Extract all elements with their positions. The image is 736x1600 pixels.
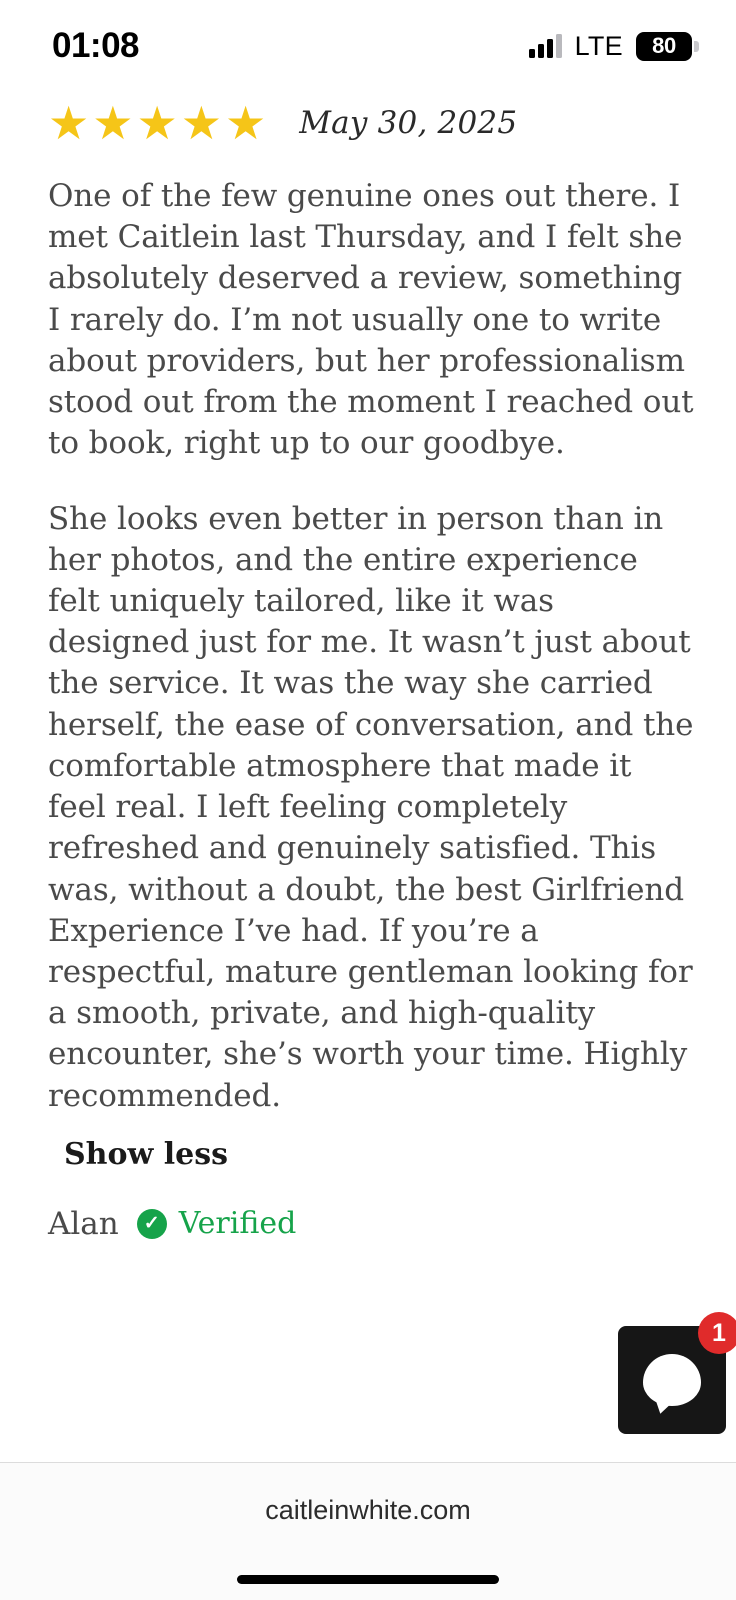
status-indicators <box>529 31 692 62</box>
review-author-row <box>48 1206 696 1242</box>
show-less-button[interactable]: Show less <box>64 1136 229 1172</box>
review-author-name: Alan <box>48 1205 119 1242</box>
check-circle-icon: ✓ <box>137 1209 167 1239</box>
review-body <box>48 176 696 1117</box>
home-indicator-area <box>0 1558 736 1600</box>
battery-icon <box>636 32 692 61</box>
chat-unread-badge: 1 <box>698 1312 736 1354</box>
home-indicator[interactable] <box>237 1575 499 1584</box>
url-text: caitleinwhite.com <box>265 1495 471 1525</box>
review-paragraph: One of the few genuine ones out there. I met Caitlein last Thursday, and I felt she absolutely deserved a review, something I rarely do. I’m not usually one to write about providers, but her professionalism stood out from the moment I reached out to book, right up to our goodbye. <box>48 178 694 462</box>
review-content <box>0 92 736 1462</box>
review-date: May 30, 2025 <box>299 105 518 141</box>
cellular-signal-icon <box>529 34 562 58</box>
chat-widget-button[interactable] <box>618 1318 726 1434</box>
status-time: 01:08 <box>52 26 140 65</box>
network-type-label: LTE <box>574 30 623 61</box>
status-bar <box>0 0 736 92</box>
browser-url-bar[interactable] <box>0 1462 736 1558</box>
star-rating-icon: ★★★★★ <box>48 97 270 149</box>
chat-bubble-icon <box>643 1354 701 1406</box>
review-paragraph: She looks even better in person than in her photos, and the entire experience felt uniquely tailored, like it was designed just for me. It wasn’t just about the service. It was the way she carried herself, the ease of conversation, and the comfortable atmosphere that made it feel real. I left feeling completely refreshed and genuinely satisfied. This was, without a doubt, the best Girlfriend Experience I’ve had. If you’re a respectful, mature gentleman looking for a smooth, private, and high-quality encounter, she’s worth your time. Highly recommended. <box>48 500 694 1114</box>
verified-label: Verified <box>178 1206 297 1242</box>
battery-level-label: 80 <box>652 33 676 58</box>
review-header <box>48 92 696 149</box>
status-badge <box>137 1206 297 1241</box>
